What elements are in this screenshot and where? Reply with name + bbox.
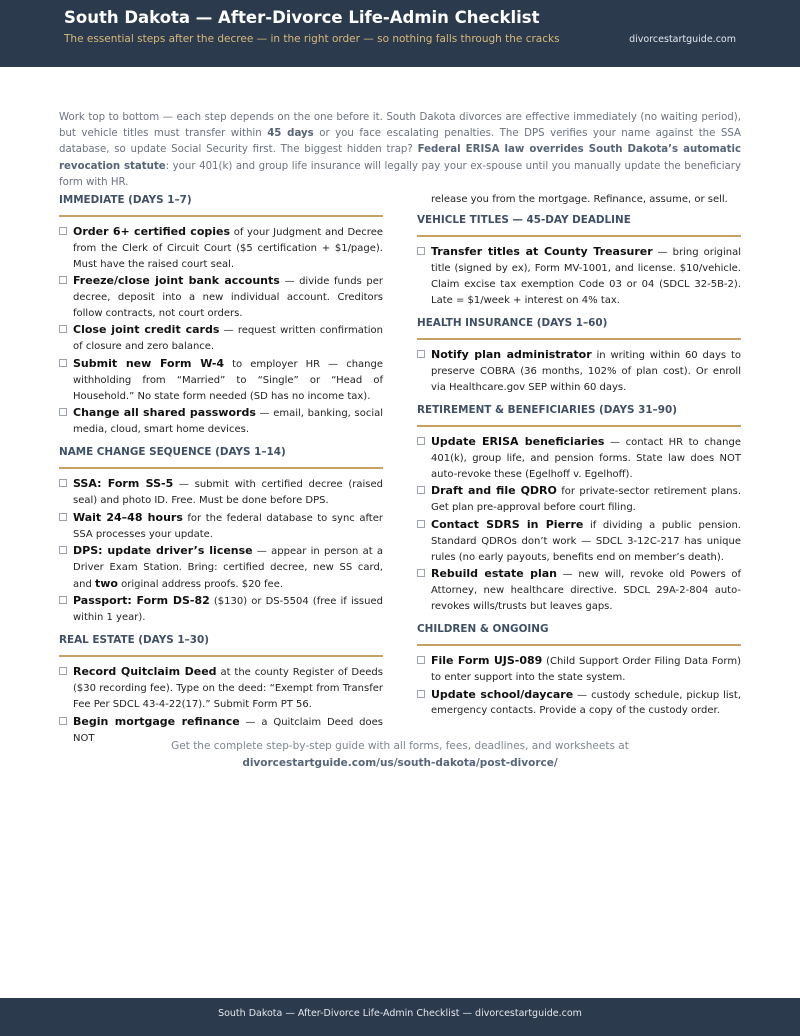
checklist-item — [59, 322, 383, 355]
item-text: at the county Register of Deeds ($30 recording fee). Type on the deed: “Exempt from Transfer Fee Per SDCL 43-4-22(17).” Submit Form PT 56. — [73, 667, 383, 711]
item-title: Order 6+ certified copies — [73, 225, 231, 238]
checkbox[interactable] — [59, 717, 67, 725]
item-text: to employer HR — change withholding from “Married” to “Single” or “Head of Household.” No state form needed (SD has no income tax). — [73, 358, 383, 402]
section-heading-health: HEALTH INSURANCE (DAYS 1–60) — [417, 317, 741, 340]
item-title: Rebuild estate plan — [431, 567, 557, 580]
item-text: — new will, revoke old Powers of Attorney, new healthcare directive. SDCL 29A-2-804 auto-revokes wills/trusts but leaves gaps. — [431, 569, 741, 612]
item-text: — a Quitclaim Deed does NOT — [73, 716, 383, 744]
section-heading-real-estate: REAL ESTATE (DAYS 1–30) — [59, 634, 383, 657]
item-title: Passport: Form DS-82 — [73, 594, 210, 608]
checkbox[interactable] — [59, 513, 67, 521]
item-title: Begin mortgage refinance — [73, 714, 240, 728]
item-title: Notify plan administrator — [431, 348, 592, 362]
section-health — [417, 347, 741, 396]
checkbox[interactable] — [417, 656, 425, 664]
guide-link[interactable]: divorcestartguide.com/us/south-dakota/post-divorce/ — [242, 757, 558, 769]
checklist-item — [417, 566, 741, 615]
item-text: for the federal database to sync after SSA processes your update. — [73, 512, 383, 540]
item-title: Submit new Form W-4 — [73, 356, 225, 370]
checklist-item — [417, 347, 741, 396]
intro-paragraph — [59, 110, 741, 191]
item-title: Wait 24–48 hours — [73, 510, 183, 524]
item-text: — bring original title (signed by ex), Form MV-1001, and license. $10/vehicle. Claim excise tax exemption Code 03 or 04 (SDCL 32-5B-2). Late = $1/week + interest on 4% tax. — [431, 246, 741, 306]
section-heading-name-change: NAME CHANGE SEQUENCE (DAYS 1–14) — [59, 446, 383, 469]
section-name-change — [59, 476, 383, 626]
section-heading-retirement: RETIREMENT & BENEFICIARIES (DAYS 31–90) — [417, 404, 741, 427]
item-text: in writing within 60 days to preserve COBRA (36 months, 102% of plan cost). Or enroll via Healthcare.gov SEP within 60 days. — [431, 350, 741, 393]
section-children — [417, 653, 741, 719]
section-vehicle — [417, 244, 741, 309]
checklist-item — [59, 224, 383, 273]
item-text: ($130) or DS-5504 (free if issued within 1 year). — [73, 596, 383, 624]
checkbox[interactable] — [417, 486, 425, 494]
page-subtitle: The essential steps after the decree — in the right order — so nothing falls through the cracks — [64, 33, 560, 45]
left-column — [59, 192, 383, 747]
item-title: Close joint credit cards — [73, 323, 220, 337]
item-text: — email, banking, social media, cloud, smart home devices. — [73, 407, 384, 435]
item-text: — submit with certified decree (raised seal) and photo ID. Free. Must be done before DPS. — [73, 479, 383, 507]
checkbox[interactable] — [59, 546, 67, 554]
footer-text: South Dakota — After-Divorce Life-Admin Checklist — divorcestartguide.com — [218, 1008, 582, 1019]
item-title: Change all shared passwords — [73, 405, 256, 419]
section-heading-children: CHILDREN & ONGOING — [417, 623, 741, 646]
checkbox[interactable] — [59, 359, 67, 367]
intro-text: Work top to bottom — each step depends on the one before it. South Dakota divorces are effective immediately (no waiting period), but vehicle titles must transfer within — [59, 112, 741, 140]
header-site-link[interactable]: divorcestartguide.com — [629, 34, 736, 45]
item-title: Contact SDRS in Pierre — [431, 517, 584, 531]
item-title: Freeze/close joint bank accounts — [73, 274, 280, 288]
checkbox[interactable] — [417, 569, 425, 577]
item-continuation: release you from the mortgage. Refinance, assume, or sell. — [431, 194, 728, 205]
intro-emphasis: Federal ERISA law overrides South Dakota’s automatic revocation statute — [59, 144, 741, 172]
item-text: for private-sector retirement plans. Get plan pre-approval before court filing. — [431, 486, 741, 514]
checkbox[interactable] — [59, 227, 67, 235]
checkbox[interactable] — [417, 247, 425, 255]
item-title: File Form UJS-089 — [431, 654, 543, 668]
item-title: Transfer titles at County Treasurer — [431, 244, 653, 258]
checklist-item — [417, 244, 741, 309]
checkbox[interactable] — [59, 479, 67, 487]
checklist-item — [59, 405, 383, 438]
section-real-estate — [59, 664, 383, 746]
item-title: DPS: update driver’s license — [73, 543, 253, 557]
right-column — [417, 192, 741, 720]
item-title: Draft and file QDRO — [431, 484, 557, 498]
checkbox[interactable] — [417, 690, 425, 698]
checklist-item — [59, 476, 383, 509]
page-title: South Dakota — After-Divorce Life-Admin Checklist — [64, 8, 540, 27]
item-text: — divide funds per decree, deposit into a new individual account. Creditors follow contracts, not court orders. — [73, 276, 383, 320]
section-immediate — [59, 224, 383, 438]
checklist-item — [417, 653, 741, 686]
checklist-item — [59, 510, 383, 543]
checklist-item — [59, 543, 383, 593]
checklist-item — [417, 434, 741, 483]
checklist-item — [59, 356, 383, 405]
checkbox[interactable] — [59, 325, 67, 333]
guide-promo-text: Get the complete step-by-step guide with all forms, fees, deadlines, and worksheets at — [171, 740, 629, 752]
item-text: if dividing a public pension. Standard QDROs don’t work — SDCL 3-12C-217 has unique rules (no early payouts, benefits end on member’s death). — [431, 519, 741, 563]
item-text: — custody schedule, pickup list, emergency contacts. Provide a copy of the custody order. — [431, 689, 741, 717]
page-footer — [0, 998, 800, 1036]
item-emphasis: two — [95, 576, 118, 590]
item-title: Record Quitclaim Deed — [73, 665, 217, 679]
item-text: original address proofs. $20 fee. — [117, 578, 284, 590]
section-retirement — [417, 434, 741, 614]
checkbox[interactable] — [417, 520, 425, 528]
item-title: Update ERISA beneficiaries — [431, 435, 605, 449]
item-text: — appear in person at a Driver Exam Station. Bring: certified decree, new SS card, and — [73, 545, 384, 590]
item-title: Update school/daycare — [431, 687, 574, 701]
item-text: — contact HR to change 401(k), group life, and pension forms. State law does NOT auto-revoke these (Egelhoff v. Egelhoff). — [431, 437, 742, 481]
checkbox[interactable] — [59, 667, 67, 675]
checkbox[interactable] — [59, 596, 67, 604]
checklist-item — [59, 273, 383, 322]
checkbox[interactable] — [59, 276, 67, 284]
item-text: (Child Support Order Filing Data Form) to enter support into the state system. — [431, 656, 741, 684]
checklist-item — [417, 483, 741, 516]
intro-emphasis: 45 days — [267, 128, 314, 140]
checklist-item — [417, 687, 741, 720]
page-header — [0, 0, 800, 67]
checkbox[interactable] — [59, 408, 67, 416]
checkbox[interactable] — [417, 350, 425, 358]
section-heading-immediate: IMMEDIATE (DAYS 1–7) — [59, 194, 383, 217]
item-text: — request written confirmation of closure and zero balance. — [73, 325, 383, 353]
checkbox[interactable] — [417, 437, 425, 445]
section-heading-vehicle: VEHICLE TITLES — 45-DAY DEADLINE — [417, 214, 741, 237]
intro-text: or you face escalating penalties. The DPS verifies your name against the SSA database, so update Social Security first. The biggest hidden trap? — [59, 128, 741, 156]
item-title: SSA: Form SS-5 — [73, 477, 174, 491]
checklist-item — [59, 664, 383, 713]
checklist-item — [417, 517, 741, 566]
checklist-item — [59, 593, 383, 626]
intro-text: : your 401(k) and group life insurance will legally pay your ex-spouse until you manually update the beneficiary form with HR. — [59, 160, 742, 188]
item-text: of your Judgment and Decree from the Clerk of Circuit Court ($5 certification + $1/page). Must have the raised court seal. — [73, 227, 384, 270]
